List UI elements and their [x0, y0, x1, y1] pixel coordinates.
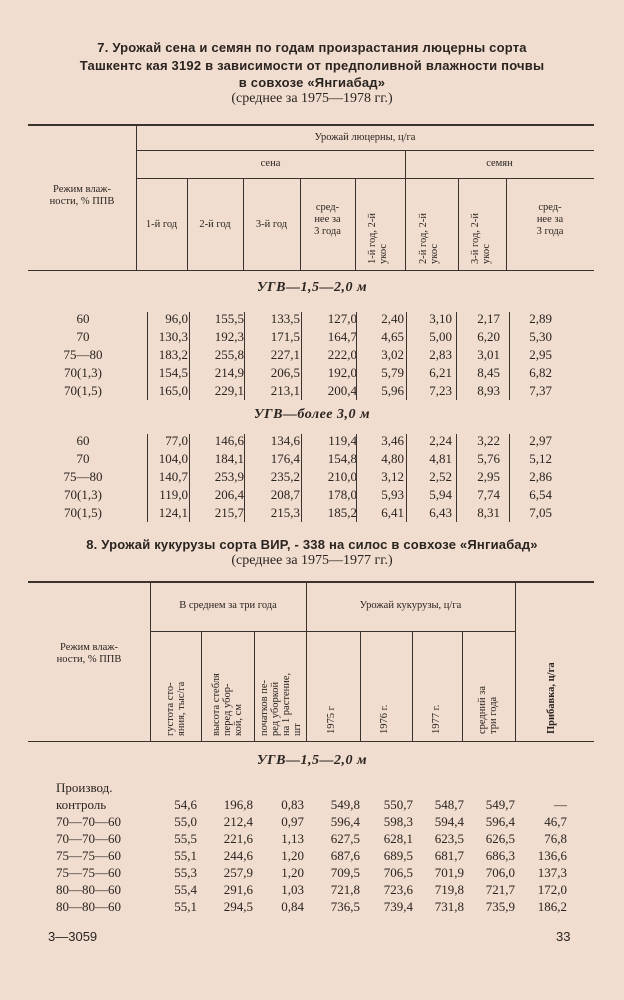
table-cell: 235,2	[270, 469, 300, 484]
table-cell: 8,31	[477, 505, 500, 520]
row-label: 60	[76, 433, 90, 448]
column-rule	[301, 312, 302, 400]
table-cell: 0,84	[281, 899, 304, 914]
table7-header-seeds: семян	[486, 158, 513, 169]
row-label: Производ.	[56, 780, 113, 795]
column-rule	[189, 312, 190, 400]
table-cell: 549,7	[485, 797, 515, 812]
table-cell: 626,5	[485, 831, 515, 846]
table-cell: 2,24	[429, 433, 452, 448]
table7-header-seed-year1: 1-й год, 2-й укос	[367, 213, 389, 264]
row-label: 75—75—60	[56, 865, 121, 880]
table-cell: 721,7	[485, 882, 515, 897]
table-cell: 183,2	[158, 347, 188, 362]
row-label: 70	[76, 451, 90, 466]
table-cell: 165,0	[158, 383, 188, 398]
table-cell: 124,1	[158, 505, 188, 520]
table-cell: 719,8	[434, 882, 464, 897]
table-cell: 706,0	[485, 865, 515, 880]
table7-header-hay-year3: 3-й год	[255, 219, 288, 230]
table-cell: 192,3	[214, 329, 244, 344]
table-cell: 154,8	[327, 451, 357, 466]
table-cell: 5,96	[381, 383, 404, 398]
table-cell: 4,65	[381, 329, 404, 344]
table-cell: 215,7	[214, 505, 244, 520]
table-cell: 5,12	[529, 451, 552, 466]
column-rule	[456, 434, 457, 522]
table-cell: 5,79	[381, 365, 404, 380]
table-cell: 594,4	[434, 814, 464, 829]
table-cell: 244,6	[223, 848, 253, 863]
table-cell: 127,0	[327, 311, 357, 326]
table-cell: 178,0	[327, 487, 357, 502]
table-cell: 154,5	[158, 365, 188, 380]
table-cell: 706,5	[383, 865, 413, 880]
table-cell: 55,1	[174, 848, 197, 863]
table-cell: 294,5	[223, 899, 253, 914]
table-cell: 229,1	[214, 383, 244, 398]
column-rule	[189, 434, 190, 522]
table-cell: 3,12	[381, 469, 404, 484]
table-cell: 627,5	[330, 831, 360, 846]
table7-header-seed-avg: сред- нее за 3 года	[536, 202, 564, 237]
table-cell: 200,4	[327, 383, 357, 398]
table-cell: 255,8	[214, 347, 244, 362]
table-cell: 736,5	[330, 899, 360, 914]
table-cell: 5,76	[477, 451, 500, 466]
table-cell: 46,7	[544, 814, 567, 829]
row-label: 70(1,5)	[64, 505, 102, 520]
table-cell: 2,52	[429, 469, 452, 484]
table-cell: 184,1	[214, 451, 244, 466]
table7-header-seed-year2: 2-й год, 2-й укос	[418, 213, 440, 264]
table8-header-yield: Урожай кукурузы, ц/га	[359, 600, 462, 611]
table-cell: 7,05	[529, 505, 552, 520]
page-code: 3—3059	[48, 929, 98, 944]
table-cell: 2,86	[529, 469, 552, 484]
table-cell: 214,9	[214, 365, 244, 380]
table8-header-avg3: В среднем за три года	[179, 600, 277, 611]
table-cell: 0,97	[281, 814, 304, 829]
table-cell: 210,0	[327, 469, 357, 484]
table-cell: 3,46	[381, 433, 404, 448]
table7-header-seed-year3: 3-й год, 2-й укос	[470, 213, 492, 264]
table8-header-height: высота стебля перед убор- кой, см	[211, 673, 244, 736]
table-cell: 596,4	[330, 814, 360, 829]
table-cell: 291,6	[223, 882, 253, 897]
table-cell: 253,9	[214, 469, 244, 484]
table-cell: 2,89	[529, 311, 552, 326]
table-cell: —	[554, 797, 567, 812]
table-cell: 2,95	[529, 347, 552, 362]
table-cell: 7,23	[429, 383, 452, 398]
table-cell: 185,2	[327, 505, 357, 520]
table-cell: 1,20	[281, 848, 304, 863]
column-rule	[147, 434, 148, 522]
table-cell: 687,6	[330, 848, 360, 863]
table-cell: 55,5	[174, 831, 197, 846]
table-cell: 104,0	[158, 451, 188, 466]
column-rule	[509, 434, 510, 522]
column-rule	[244, 434, 245, 522]
table-cell: 77,0	[165, 433, 188, 448]
table-cell: 6,82	[529, 365, 552, 380]
table-cell: 1,20	[281, 865, 304, 880]
table-cell: 6,41	[381, 505, 404, 520]
row-label: 75—75—60	[56, 848, 121, 863]
table-cell: 76,8	[544, 831, 567, 846]
table-cell: 2,40	[381, 311, 404, 326]
row-label: 60	[76, 311, 90, 326]
table-cell: 550,7	[383, 797, 413, 812]
table-cell: 0,83	[281, 797, 304, 812]
table-cell: 55,4	[174, 882, 197, 897]
table-cell: 1,03	[281, 882, 304, 897]
table-cell: 598,3	[383, 814, 413, 829]
table8-title: 8. Урожай кукурузы сорта ВИР, - 338 на силос в совхозе «Янгиабад»	[86, 537, 538, 552]
table-cell: 7,37	[529, 383, 552, 398]
table7-section1-label: УГВ—1,5—2,0 м	[256, 280, 368, 295]
table8-header-increase: Прибавка, ц/га	[546, 662, 557, 734]
table-cell: 701,9	[434, 865, 464, 880]
table-cell: 6,20	[477, 329, 500, 344]
page-number: 33	[556, 929, 571, 944]
column-rule	[406, 434, 407, 522]
table-cell: 212,4	[223, 814, 253, 829]
table8-section-label: УГВ—1,5—2,0 м	[256, 753, 368, 768]
row-label: 70—70—60	[56, 831, 121, 846]
table8-header-cobs: початков пе- ред уборкой на 1 растение, шт	[259, 672, 303, 736]
table-cell: 119,4	[328, 433, 357, 448]
table-cell: 221,6	[223, 831, 253, 846]
table8-header-avg-yield: средний за три года	[477, 685, 499, 734]
table-cell: 146,6	[214, 433, 244, 448]
table-cell: 6,43	[429, 505, 452, 520]
table7-section2-label: УГВ—более 3,0 м	[253, 407, 371, 422]
table8-header-year1977: 1977 г.	[431, 704, 442, 734]
table-cell: 548,7	[434, 797, 464, 812]
table-cell: 164,7	[327, 329, 357, 344]
table-cell: 709,5	[330, 865, 360, 880]
table8-header-density: густота сто- яния, тыс/га	[165, 681, 187, 736]
table-cell: 222,0	[327, 347, 357, 362]
table-cell: 5,93	[381, 487, 404, 502]
table-cell: 3,10	[429, 311, 452, 326]
table-cell: 257,9	[223, 865, 253, 880]
table8-header-year1976: 1976 г.	[379, 704, 390, 734]
column-rule	[301, 434, 302, 522]
table-cell: 55,1	[174, 899, 197, 914]
table8-header-mode: Режим влаж- ности, % ППВ	[56, 642, 122, 665]
table-cell: 192,0	[327, 365, 357, 380]
table-cell: 596,4	[485, 814, 515, 829]
table8-header-year1975: 1975 г	[326, 706, 337, 734]
table-cell: 227,1	[270, 347, 300, 362]
table-cell: 3,02	[381, 347, 404, 362]
table-cell: 8,93	[477, 383, 500, 398]
table-cell: 723,6	[383, 882, 413, 897]
table-cell: 739,4	[383, 899, 413, 914]
table-cell: 4,81	[429, 451, 452, 466]
table8-subtitle: (среднее за 1975—1977 гг.)	[231, 553, 393, 568]
table-cell: 55,0	[174, 814, 197, 829]
table7-title-line1: 7. Урожай сена и семян по годам произрастания люцерны сорта	[97, 40, 527, 55]
table-cell: 133,5	[270, 311, 300, 326]
row-label: 80—80—60	[56, 899, 121, 914]
row-label: 75—80	[63, 469, 103, 484]
table-cell: 213,1	[270, 383, 300, 398]
table-cell: 689,5	[383, 848, 413, 863]
table-cell: 549,8	[330, 797, 360, 812]
table7-title-line2: Ташкентс кая 3192 в зависимости от предполивной влажности почвы	[79, 58, 545, 73]
table-cell: 686,3	[485, 848, 515, 863]
row-label: 70(1,3)	[64, 365, 102, 380]
table-cell: 119,0	[159, 487, 188, 502]
column-rule	[406, 312, 407, 400]
table-cell: 2,17	[477, 311, 500, 326]
table-cell: 5,00	[429, 329, 452, 344]
table-cell: 176,4	[270, 451, 300, 466]
row-label: 70(1,3)	[64, 487, 102, 502]
table-cell: 215,3	[270, 505, 300, 520]
table7-title-line3: в совхозе «Янгиабад»	[238, 75, 386, 90]
table-cell: 140,7	[158, 469, 188, 484]
column-rule	[147, 312, 148, 400]
table-cell: 171,5	[270, 329, 300, 344]
table-cell: 7,74	[477, 487, 500, 502]
table-cell: 208,7	[270, 487, 300, 502]
table-cell: 6,54	[529, 487, 552, 502]
table7-header-hay-year2: 2-й год	[199, 219, 231, 230]
table-cell: 731,8	[434, 899, 464, 914]
table7-header-hay-year1: 1-й год	[145, 219, 178, 230]
table-cell: 55,3	[174, 865, 197, 880]
table-cell: 196,8	[223, 797, 253, 812]
table-cell: 5,94	[429, 487, 452, 502]
row-label: контроль	[56, 797, 107, 812]
table-cell: 155,5	[214, 311, 244, 326]
table-cell: 3,22	[477, 433, 500, 448]
table-cell: 6,21	[429, 365, 452, 380]
table-cell: 721,8	[330, 882, 360, 897]
table-cell: 2,97	[529, 433, 552, 448]
table7-subtitle: (среднее за 1975—1978 гг.)	[231, 91, 393, 106]
row-label: 70—70—60	[56, 814, 121, 829]
table7-header-mode: Режим влаж- ности, % ППВ	[49, 184, 115, 207]
table7-header-hay: сена	[260, 158, 281, 169]
table-cell: 735,9	[485, 899, 515, 914]
table-cell: 137,3	[537, 865, 567, 880]
table-cell: 4,80	[381, 451, 404, 466]
row-label: 75—80	[63, 347, 103, 362]
table-cell: 2,95	[477, 469, 500, 484]
table-cell: 206,5	[270, 365, 300, 380]
table-cell: 206,4	[214, 487, 244, 502]
table-cell: 3,01	[477, 347, 500, 362]
table-cell: 623,5	[434, 831, 464, 846]
table7-header-hay-avg: сред- нее за 3 года	[314, 202, 341, 237]
column-rule	[356, 312, 357, 400]
table-cell: 628,1	[383, 831, 413, 846]
table-cell: 134,6	[270, 433, 300, 448]
table-cell: 130,3	[158, 329, 188, 344]
column-rule	[244, 312, 245, 400]
table-cell: 54,6	[174, 797, 197, 812]
table-cell: 96,0	[165, 311, 188, 326]
row-label: 80—80—60	[56, 882, 121, 897]
table-cell: 2,83	[429, 347, 452, 362]
table-cell: 5,30	[529, 329, 552, 344]
table-cell: 136,6	[537, 848, 567, 863]
column-rule	[509, 312, 510, 400]
row-label: 70	[76, 329, 90, 344]
table7-header-yield: Урожай люцерны, ц/га	[314, 132, 416, 143]
row-label: 70(1,5)	[64, 383, 102, 398]
column-rule	[456, 312, 457, 400]
table-cell: 172,0	[537, 882, 567, 897]
column-rule	[356, 434, 357, 522]
table-cell: 1,13	[281, 831, 304, 846]
table-cell: 186,2	[537, 899, 567, 914]
table-cell: 8,45	[477, 365, 500, 380]
table-cell: 681,7	[434, 848, 464, 863]
